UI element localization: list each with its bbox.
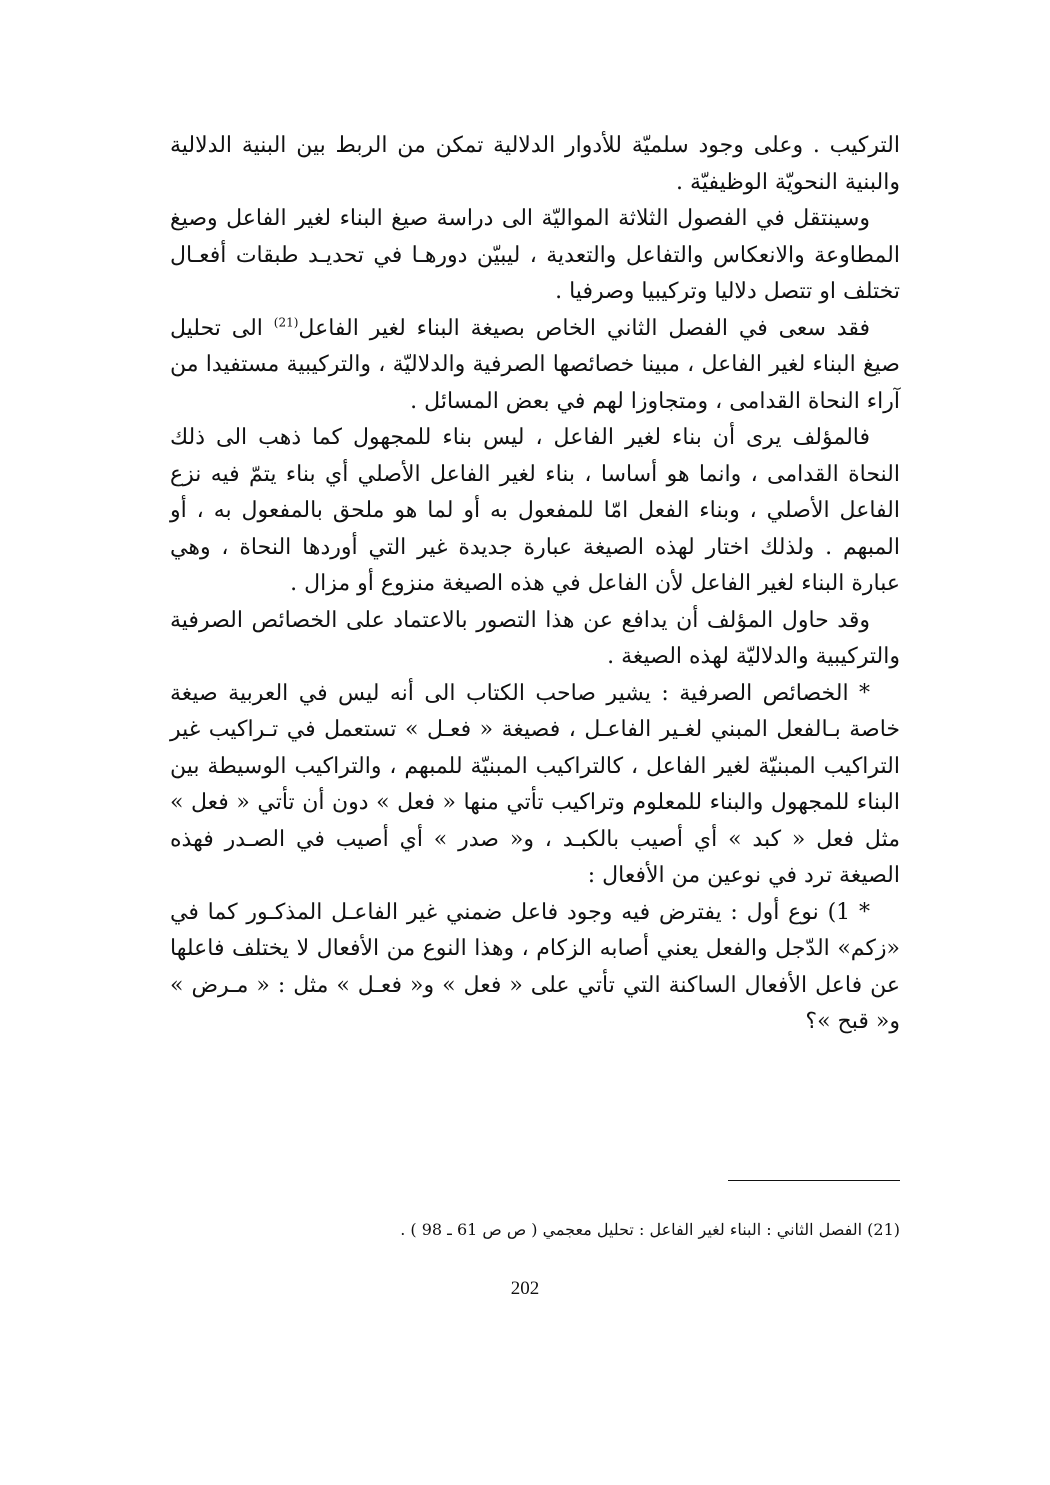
paragraph-morphological-features: * الخصائص الصرفية : يشير صاحب الكتاب الى أنه ليس في العربية صيغة خاصة بـالفعل المبني لغـير الفاعـل ، فصيغة « فعـل » تستعمل في تـراكيب غير التراكيب المبنيّة لغير الفاعل ، كالتراكيب المبنيّة للمبهم ، والتراكيب الوسيطة بين البناء للمجهول والبناء للمعلوم وتراكيب تأتي منها « فعل » دون أن تأتي « فعل » مثل فعل « كبد » أي أصيب بالكبـد ، و« صدر » أي أصيب في الصـدر فهذه الصيغة ترد في نوعين من الأفعال : — [170, 680, 900, 888]
body-text — [170, 128, 900, 1041]
paragraph-upcoming-chapters: وسينتقل في الفصول الثلاثة المواليّة الى دراسة صيغ البناء لغير الفاعل وصيغ المطاوعة والانعكاس والتفاعل والتعدية ، ليبيّن دورهـا في تحديـد طبقات أفعـال تختلف او تتصل دلاليا وتركيبيا وصرفيا . — [170, 206, 900, 304]
paragraph-chapter-two-rest: الى تحليل صيغ البناء لغير الفاعل ، مبينا خصائصها الصرفية والدلاليّة ، والتركيبية مستفيدا من آراء النحاة القدامى ، ومتجاوزا لهم في بعض المسائل . — [170, 315, 900, 414]
footnote: (21) الفصل الثاني : البناء لغير الفاعل : تحليل معجمي ( ص ص 61 ـ 98 ) . — [400, 1220, 900, 1239]
page-number: 202 — [510, 1278, 540, 1299]
paragraph-author-defense: وقد حاول المؤلف أن يدافع عن هذا التصور بالاعتماد على الخصائص الصرفية والتركيبية والدلاليّة لهذه الصيغة . — [170, 607, 900, 669]
paragraph-author-view: فالمؤلف يرى أن بناء لغير الفاعل ، ليس بناء للمجهول كما ذهب الى ذلك النحاة القدامى ، وانما هو أساسا ، بناء لغير الفاعل الأصلي أي بناء يتمّ فيه نزع الفاعل الأصلي ، وبناء الفعل امّا للمفعول به أو لما هو ملحق بالمفعول به ، أو المبهم . ولذلك اختار لهذه الصيغة عبارة جديدة غير التي أوردها النحاة ، وهي عبارة البناء لغير الفاعل لأن الفاعل في هذه الصيغة منزوع أو مزال . — [170, 425, 900, 596]
paragraph-chapter-two-start: فقد سعى في الفصل الثاني الخاص بصيغة البناء لغير الفاعل — [298, 315, 870, 341]
paragraph-first-type: * 1) نوع أول : يفترض فيه وجود فاعل ضمني غير الفاعـل المذكـور كما في «زكم» الدّجل والفعل يعني أصابه الزكام ، وهذا النوع من الأفعال لا يختلف فاعلها عن فاعل الأفعال الساكنة التي تأتي على « فعل » و« فعـل » مثل : « مـرض » و« قبح »؟ — [170, 899, 900, 1034]
paragraph-intro-continuation: التركيب . وعلى وجود سلميّة للأدوار الدلالية تمكن من الربط بين البنية الدلالية والبنية النحويّة الوظيفيّة . — [170, 133, 900, 195]
footnote-separator — [728, 1180, 900, 1181]
paragraph-chapter-two — [170, 311, 900, 421]
footnote-reference: (21) — [273, 315, 299, 330]
